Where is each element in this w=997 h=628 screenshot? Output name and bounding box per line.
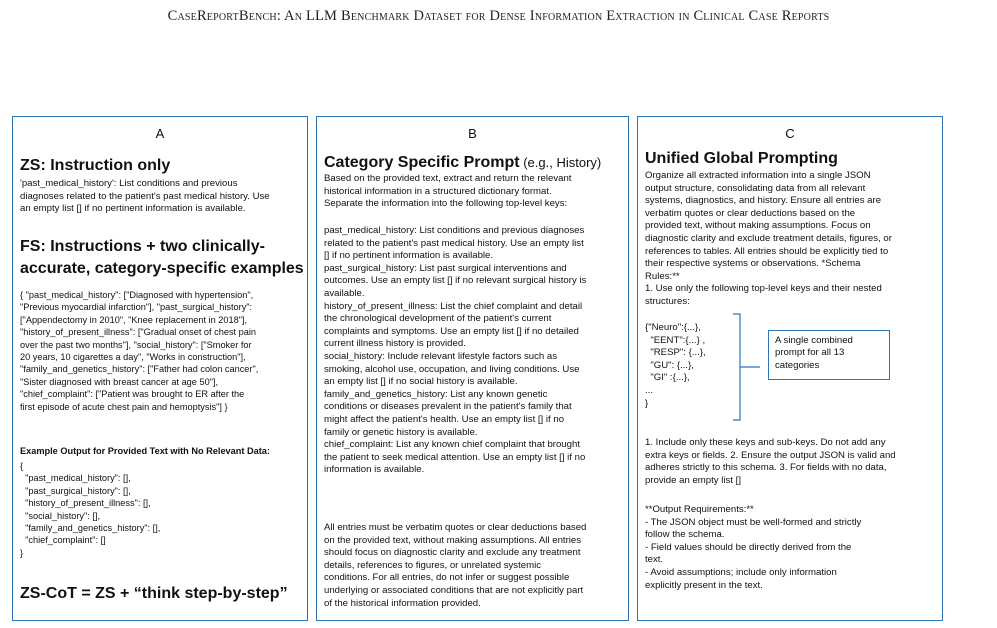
schema-keys: {"Neuro":{...}, "EENT":{...} , "RESP": {...}, "GU": {...}, "GI" :{...}, ... } (645, 322, 706, 409)
schema-bracket (728, 312, 768, 427)
panel-b-footer: All entries must be verbatim quotes or clear deductions based on the provided text, without making assumptions. All entries should focus on diagnostic clarity and exclude any treatment details, references to figures, or unrelated systemic conditions. For all entries, do not infer or suggest possible underlying or associated conditions that are not explicitly part of the historical information provided. (324, 522, 587, 609)
panel-b-label: B (468, 126, 477, 141)
panel-b (316, 116, 629, 621)
unified-prompt-title: Unified Global Prompting (645, 150, 838, 167)
panel-c (637, 116, 943, 621)
fs-examples: { "past_medical_history": ["Diagnosed with hypertension", "Previous myocardial infarction"], "past_surgical_history": ["Appendectomy in 2010", "Knee replacement in 2018"], "history_of_present_illness": ["Gradual onset of chest pain over the past two months"], "social_history": ["Smoker for 20 years, 10 cigarettes a day", "Works in construction"], "family_and_genetics_history": ["Father had colon cancer", "Sister diagnosed with breast cancer at age 50"], "chief_complaint": ["Patient was brought to ER after the first episode of acute chest pain and hemoptysis"] } (20, 290, 259, 412)
output-requirements: **Output Requirements:** - The JSON object must be well-formed and strictly follow the schema. - Field values should be directly derived from the text. - Avoid assumptions; include only information explicitly present in the text. (645, 504, 862, 591)
panel-b-title (324, 154, 601, 172)
example-output: { "past_medical_history": [], "past_surgical_history": [], "history_of_present_illness": [], "social_history": [], "family_and_genetics_history": [], "chief_complaint": [] } (20, 461, 161, 558)
example-heading: Example Output for Provided Text with No Relevant Data: (20, 446, 270, 456)
running-header: CaseReportBench: An LLM Benchmark Dataset for Dense Information Extraction in Clinical Case Reports (167, 8, 830, 24)
panel-a (12, 116, 308, 621)
zs-title: ZS: Instruction only (20, 157, 171, 174)
panel-c-label: C (785, 126, 795, 141)
category-prompt-example: (e.g., History) (519, 155, 602, 170)
panel-c-intro: Organize all extracted information into a single JSON output structure, consolidating data from all relevant systems, diagnostics, and history. Ensure all entries are verbatim quotes or clear deductions based on the provided text, without making assumptions. Focus on diagnostic clarity and exclude treatment details, figures, or references to tables. All entries should be explicitly tied to their respective systems or observations. *Schema Rules:** 1. Use only the following top-level keys and their nested structures: (645, 170, 892, 307)
schema-rules: 1. Include only these keys and sub-keys. Do not add any extra keys or fields. 2. Ensure the output JSON is valid and adheres strictly to this schema. 3. For fields with no data, provide an empty list [] (645, 437, 896, 486)
panel-b-keys: past_medical_history: List conditions and previous diagnoses related to the patient's past medical history. Use an empty list [] if no pertinent information is available. past_surgical_history: List past surgical interventions and outcomes. Use an empty list [] if no relevant surgical history is available. history_of_present_illness: List the chief complaint and detail the chronological development of the patient's current complaints and symptoms. Use an empty list [] if no detailed current illness history is provided. social_history: Include relevant lifestyle factors such as smoking, alcohol use, occupation, and living conditions. Use an empty list [] if no social history is available. family_and_genetics_history: List any known genetic conditions or diseases prevalent in the patient's family that might affect the patient's health. Use an empty list [] if no family or genetic history is available. chief_complaint: List any known chief complaint that brought the patient to seek medical attention. Use an empty list [] if no information is available. (324, 225, 587, 476)
panel-a-label: A (155, 126, 165, 141)
panel-b-intro: Based on the provided text, extract and return the relevant historical information in a structured dictionary format. Separate the information into the following top-level keys: (324, 173, 572, 210)
callout-box: A single combined prompt for all 13 categories (768, 330, 890, 380)
zs-text: 'past_medical_history': List conditions and previous diagnoses related to the patient's past medical history. Use an empty list [] if no pertinent information is available. (20, 178, 270, 215)
fs-title: FS: Instructions + two clinically- accurate, category-specific examples (20, 238, 304, 277)
category-prompt-title: Category Specific Prompt (324, 154, 520, 171)
zs-cot-title: ZS-CoT = ZS + “think step-by-step” (20, 585, 288, 602)
